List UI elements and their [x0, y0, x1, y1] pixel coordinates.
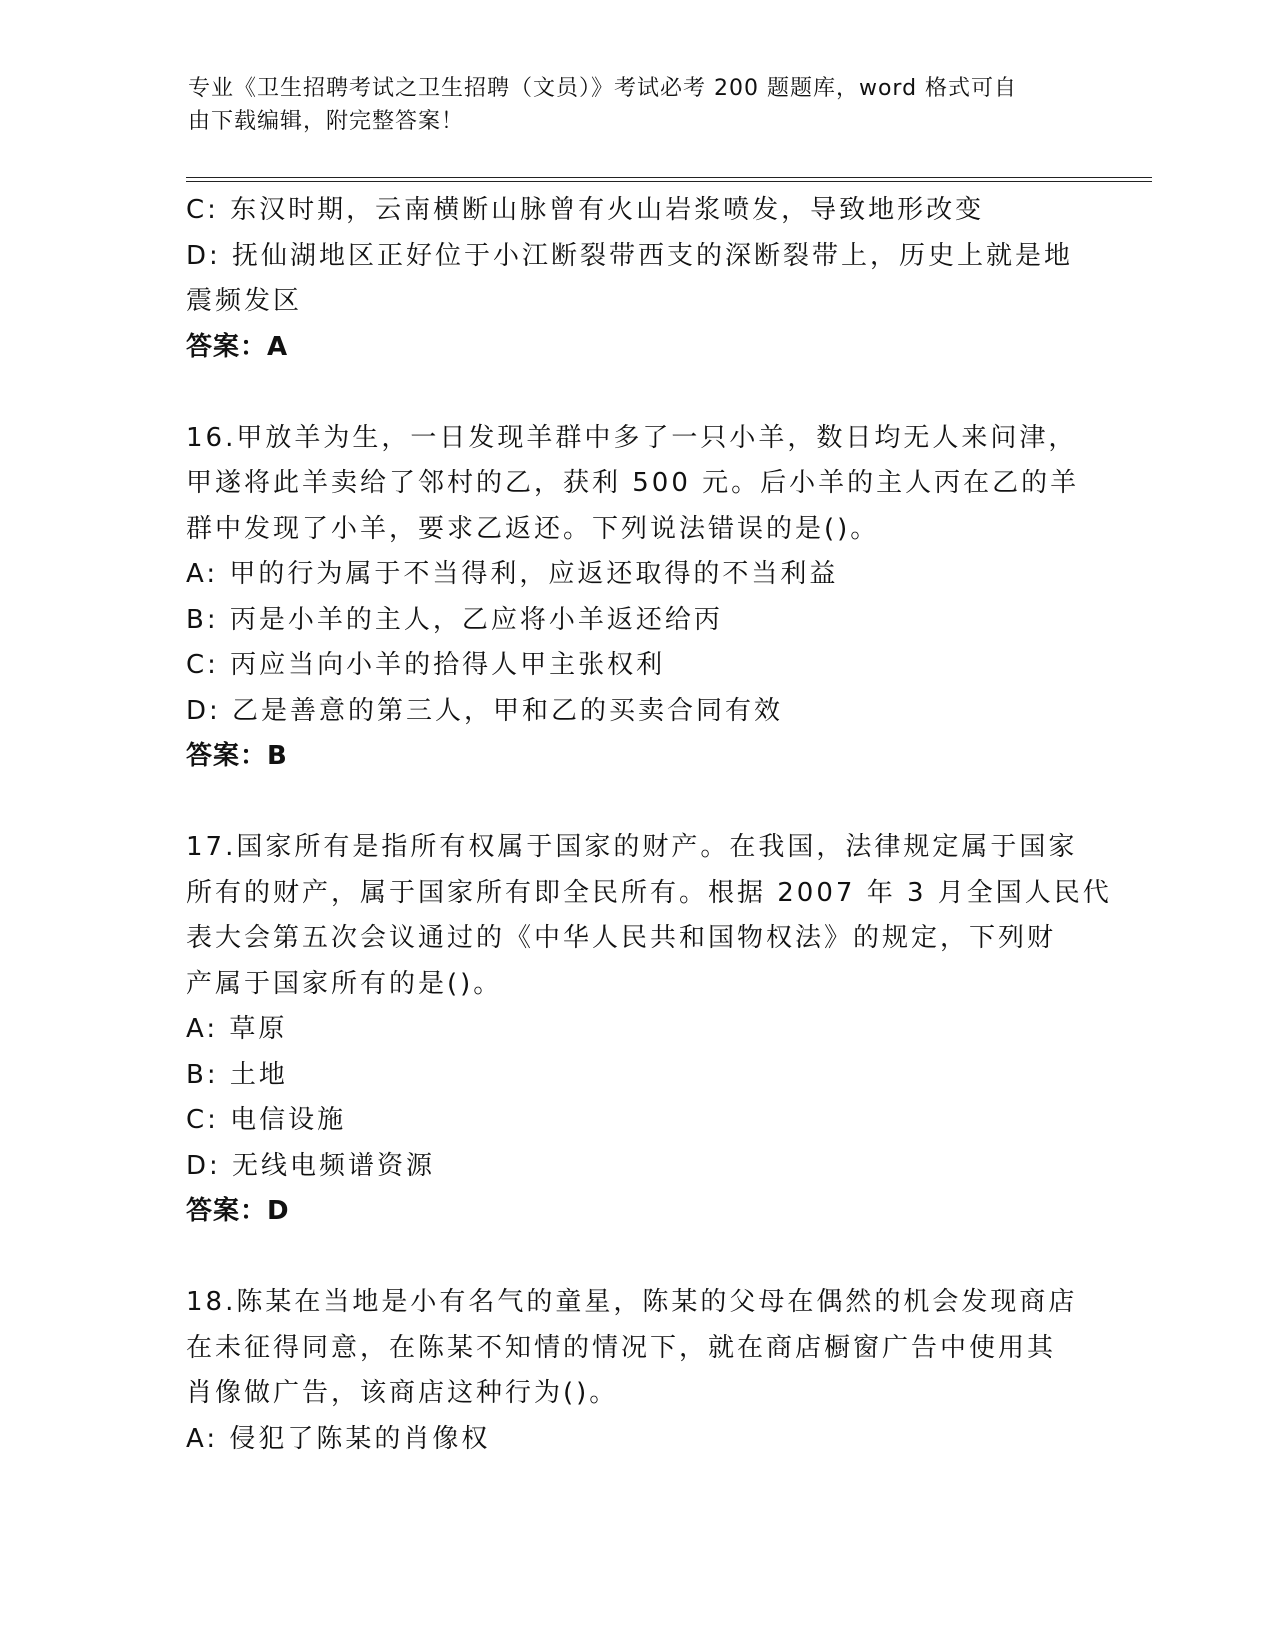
document-body — [186, 188, 1112, 1462]
question-stem-line-2: 在未征得同意，在陈某不知情的情况下，就在商店橱窗广告中使用其 — [186, 1332, 1057, 1363]
question-15-tail — [186, 188, 1086, 370]
question-stem-line-2: 所有的财产，属于国家所有即全民所有。根据 2007 年 3 月全国人民代 — [186, 877, 1112, 908]
option-b: B: 土地 — [186, 1059, 288, 1090]
spacer — [186, 370, 1086, 416]
option-a: A: 甲的行为属于不当得利，应返还取得的不当利益 — [186, 559, 839, 589]
option-a: A: 侵犯了陈某的肖像权 — [186, 1423, 491, 1454]
header-line-1: 专业《卫生招聘考试之卫生招聘（文员）》考试必考 200 题题库，word 格式可自 — [188, 76, 1018, 101]
option-a: A: 草原 — [186, 1014, 288, 1044]
question-stem-line-2: 甲遂将此羊卖给了邻村的乙，获利 500 元。后小羊的主人丙在乙的羊 — [186, 468, 1080, 498]
header-divider-top — [186, 177, 1152, 178]
option-c: C: 东汉时期，云南横断山脉曾有火山岩浆喷发，导致地形改变 — [186, 195, 985, 225]
question-stem-line-1: 17.国家所有是指所有权属于国家的财产。在我国，法律规定属于国家 — [186, 832, 1078, 862]
question-17 — [186, 825, 1112, 1235]
spacer — [186, 1235, 1086, 1281]
answer-label: 答案：A — [186, 331, 289, 362]
question-stem-line-3: 群中发现了小羊，要求乙返还。下列说法错误的是()。 — [186, 513, 880, 544]
option-d-line-1: D: 抚仙湖地区正好位于小江断裂带西支的深断裂带上，历史上就是地 — [186, 240, 1074, 271]
option-d-line-2: 震频发区 — [186, 286, 303, 316]
option-c: C: 丙应当向小羊的拾得人甲主张权利 — [186, 650, 666, 680]
option-d: D: 乙是善意的第三人，甲和乙的买卖合同有效 — [186, 695, 784, 726]
header-divider-bottom — [186, 181, 1152, 182]
question-stem-line-4: 产属于国家所有的是()。 — [186, 968, 503, 999]
question-stem-line-3: 表大会第五次会议通过的《中华人民共和国物权法》的规定，下列财 — [186, 923, 1057, 953]
answer-label: 答案：B — [186, 741, 288, 771]
answer-label: 答案：D — [186, 1196, 290, 1226]
question-stem-line-1: 16.甲放羊为生，一日发现羊群中多了一只小羊，数日均无人来问津， — [186, 422, 1078, 453]
option-d: D: 无线电频谱资源 — [186, 1150, 436, 1181]
question-stem-line-1: 18.陈某在当地是小有名气的童星，陈某的父母在偶然的机会发现商店 — [186, 1287, 1078, 1317]
document-header — [188, 72, 1068, 138]
question-18 — [186, 1280, 1086, 1462]
question-stem-line-3: 肖像做广告，该商店这种行为()。 — [186, 1378, 619, 1408]
spacer — [186, 780, 1086, 826]
question-16 — [186, 416, 1086, 780]
option-b: B: 丙是小羊的主人，乙应将小羊返还给丙 — [186, 604, 723, 635]
header-line-2: 由下载编辑，附完整答案！ — [188, 109, 465, 134]
option-c: C: 电信设施 — [186, 1105, 347, 1135]
